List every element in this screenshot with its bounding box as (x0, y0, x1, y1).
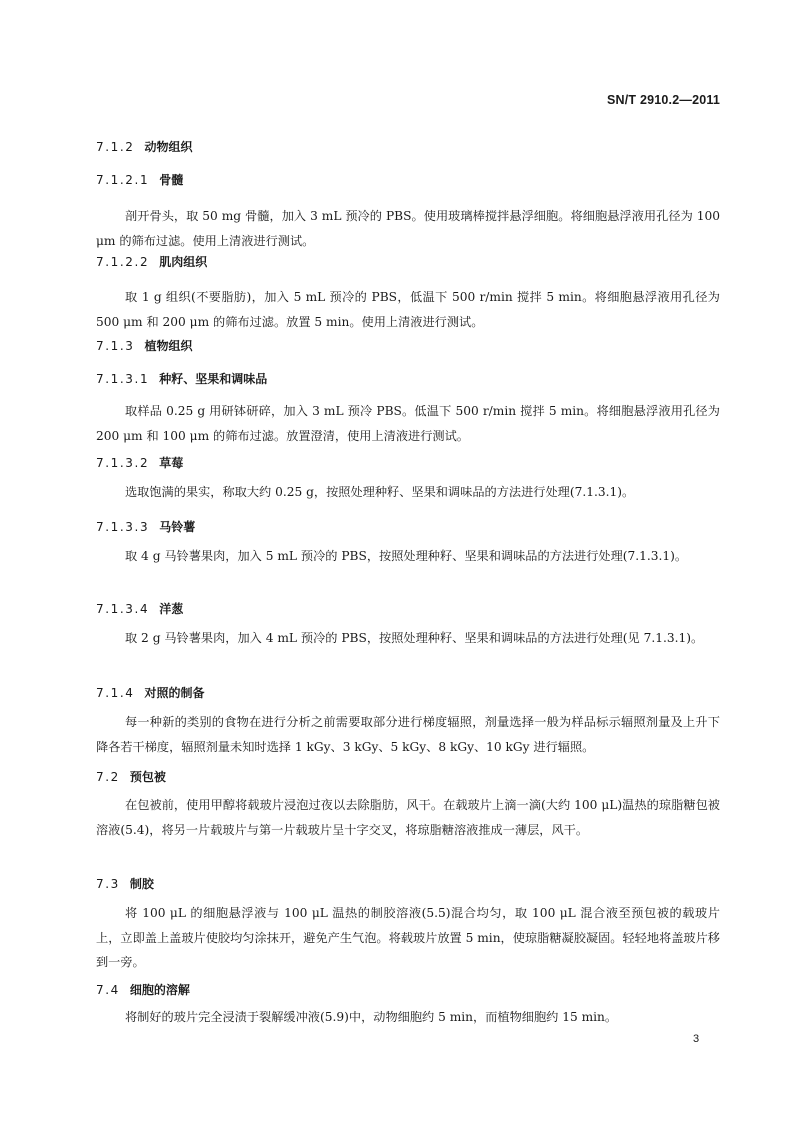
section-paragraph: 取样品 0.25 g 用研钵研碎，加入 3 mL 预冷 PBS。低温下 500 r/min 搅拌 5 min。将细胞悬浮液用孔径为 200 μm 和 100 μm 的筛布过滤。放置澄清，使用上清液进行测试。 (96, 404, 720, 443)
section-heading (96, 253, 207, 270)
section-number: 7.1.3.1 (96, 372, 150, 386)
section-paragraph: 将 100 μL 的细胞悬浮液与 100 μL 温热的制胶溶液(5.5)混合均匀，取 100 μL 混合液至预包被的载玻片上，立即盖上盖玻片使胶均匀涂抹开，避免产生气泡。将载玻片放置 5 min，使琼脂糖凝胶凝固。轻轻地将盖玻片移到一旁。 (96, 906, 720, 969)
section-paragraph: 在包被前，使用甲醇将载玻片浸泡过夜以去除脂肪，风干。在载玻片上滴一滴(大约 100 μL)温热的琼脂糖包被溶液(5.4)，将另一片载玻片与第一片载玻片呈十字交叉，将琼脂糖溶液推成一薄层，风干。 (96, 798, 720, 837)
section-paragraph: 取 1 g 组织(不要脂肪)，加入 5 mL 预冷的 PBS，低温下 500 r/min 搅拌 5 min。将细胞悬浮液用孔径为 500 μm 和 200 μm 的筛布过滤。放置 5 min。使用上清液进行测试。 (96, 290, 720, 329)
section-title: 洋葱 (159, 602, 184, 616)
section-paragraph: 每一种新的类别的食物在进行分析之前需要取部分进行梯度辐照，剂量选择一般为样品标示辐照剂量及上升下降各若干梯度，辐照剂量未知时选择 1 kGy、3 kGy、5 kGy、8 kGy、10 kGy 进行辐照。 (96, 715, 720, 754)
section-number: 7.2 (96, 770, 120, 784)
section-number: 7.4 (96, 983, 120, 997)
section-heading (96, 370, 267, 387)
section-heading (96, 981, 190, 998)
section-heading (96, 768, 166, 785)
section-heading (96, 454, 183, 471)
section-number: 7.1.3.3 (96, 520, 150, 534)
section-number: 7.1.2.1 (96, 173, 150, 187)
section-paragraph: 剖开骨头，取 50 mg 骨髓，加入 3 mL 预冷的 PBS。使用玻璃棒搅拌悬浮细胞。将细胞悬浮液用孔径为 100 μm 的筛布过滤。使用上清液进行测试。 (96, 209, 720, 248)
section-heading (96, 518, 195, 535)
section-heading (96, 171, 183, 188)
section-heading (96, 138, 193, 155)
page-number: 3 (693, 1033, 700, 1045)
section-title: 对照的制备 (144, 686, 205, 700)
section-number: 7.1.4 (96, 686, 135, 700)
section-title: 细胞的溶解 (129, 983, 190, 997)
section-title: 肌肉组织 (159, 255, 208, 269)
section-number: 7.1.2.2 (96, 255, 150, 269)
section-paragraph: 选取饱满的果实，称取大约 0.25 g，按照处理种籽、坚果和调味品的方法进行处理(7.1.3.1)。 (125, 485, 635, 499)
section-title: 植物组织 (144, 339, 193, 353)
section-heading (96, 875, 154, 892)
section-title: 骨髓 (159, 173, 184, 187)
section-number: 7.1.3.4 (96, 602, 150, 616)
section-number: 7.1.2 (96, 140, 135, 154)
section-paragraph: 将制好的玻片完全浸渍于裂解缓冲液(5.9)中，动物细胞约 5 min，而植物细胞约 15 min。 (125, 1010, 618, 1024)
section-number: 7.1.3 (96, 339, 135, 353)
section-paragraph: 取 4 g 马铃薯果肉，加入 5 mL 预冷的 PBS，按照处理种籽、坚果和调味品的方法进行处理(7.1.3.1)。 (125, 549, 688, 563)
section-number: 7.3 (96, 877, 120, 891)
section-heading (96, 600, 183, 617)
section-title: 预包被 (129, 770, 166, 784)
section-heading (96, 684, 205, 701)
document-code: SN/T 2910.2—2011 (607, 93, 720, 107)
section-heading (96, 337, 193, 354)
section-title: 动物组织 (144, 140, 193, 154)
section-paragraph: 取 2 g 马铃薯果肉，加入 4 mL 预冷的 PBS，按照处理种籽、坚果和调味品的方法进行处理(见 7.1.3.1)。 (125, 631, 704, 645)
section-number: 7.1.3.2 (96, 456, 150, 470)
section-title: 制胶 (129, 877, 154, 891)
section-title: 种籽、坚果和调味品 (159, 372, 268, 386)
section-title: 草莓 (159, 456, 184, 470)
section-title: 马铃薯 (159, 520, 196, 534)
